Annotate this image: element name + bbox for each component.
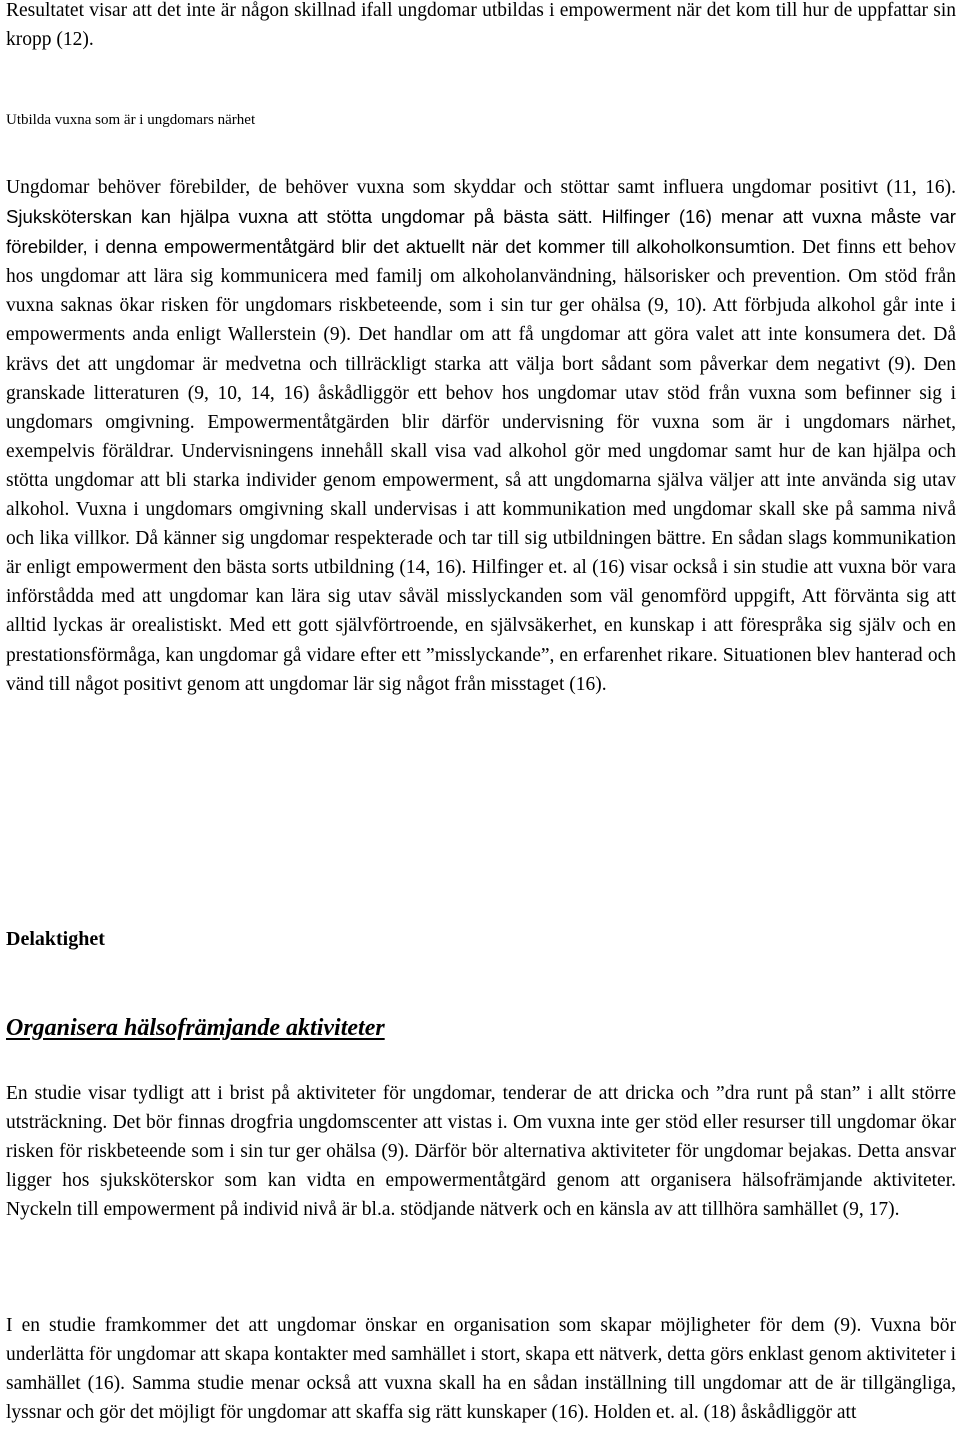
- paragraph-adults-part2-sans: Sjuksköterskan kan hjälpa vuxna att stötta ungdomar på bästa sätt. Hilfinger (16) menar att vuxna måste var förebilder, i denna empowermentåtgärd blir det aktuellt när det kommer till alkoholkonsumtion.: [6, 206, 956, 258]
- subheading-adults: Utbilda vuxna som är i ungdomars närhet: [6, 112, 256, 128]
- paragraph-intro: Resultatet visar att det inte är någon skillnad ifall ungdomar utbildas i empowerment när det kom till hur de uppfattar sin kropp (12).: [6, 0, 956, 51]
- paragraph-activities: En studie visar tydligt att i brist på aktiviteter för ungdomar, tenderar de att dricka och ”dra runt på stan” i allt större utsträckning. Det bör finnas drogfria ungdomscenter att vistas i. Om vuxna inte ger stöd eller resurser till ungdomar ökar risken för riskbeteende som i sin tur ger ohälsa (9). Därför bör alternativa aktiviteter för ungdomar bejakas. Detta ansvar ligger hos sjuksköterskor som kan vidta en empowermentåtgärd genom att organisera hälsofrämjande aktiviteter. Nyckeln till empowerment på individ nivå är bl.a. stödjande nätverk och en känsla av att tillhöra samhället (9, 17).: [6, 1083, 956, 1221]
- paragraph-adults: [6, 172, 956, 699]
- paragraph-organisation: I en studie framkommer det att ungdomar önskar en organisation som skapar möjligheter för dem (9). Vuxna bör underlätta för ungdomar att skapa kontakter med samhället i stort, skapa ett nätverk, detta görs enklast genom aktiviteter i samhället (16). Samma studie menar också att vuxna skall ha en sådan inställning till ungdomar att de är tillgängliga, lyssnar och gör det möjligt för ungdomar att skaffa sig rätt kunskaper (16). Holden et. al. (18) åskådliggör att: [6, 1315, 956, 1424]
- heading-participation: Delaktighet: [6, 928, 105, 950]
- heading-health-activities: Organisera hälsofrämjande aktiviteter: [6, 1015, 385, 1041]
- paragraph-adults-part1: Ungdomar behöver förebilder, de behöver vuxna som skyddar och stöttar samt influera ungdomar positivt (11, 16).: [6, 177, 956, 198]
- paragraph-adults-part3: Det finns ett behov hos ungdomar att lära sig kommunicera med familj om alkoholanvändning, hälsorisker och prevention. Om stöd från vuxna saknas ökar risken för ungdomars riskbeteende, som i sin tur ger ohälsa (9, 10). Att förbjuda alkohol går inte i empowerments anda enligt Wallerstein (9). Det handlar om att få ungdomar att göra valet att inte konsumera det. Då krävs det att ungdomar är medvetna och tillräckligt starka att välja bort sådant som påverkar dem negativt (9). Den granskade litteraturen (9, 10, 14, 16) åskådliggör ett behov hos ungdomar utav stöd från vuxna som befinner sig i ungdomars omgivning. Empowermentåtgärden blir därför undervisning för vuxna som är i ungdomars närhet, exempelvis föräldrar. Undervisningens innehåll skall visa vad alkohol gör med ungdomar samt hur de kan hjälpa och stötta ungdomar att bli starka individer genom empowerment, så att ungdomarna själva väljer att inte använda sig utav alkohol. Vuxna i ungdomars omgivning skall undervisas i att kommunikation med ungdomar skall ske på samma nivå och lika villkor. Då känner sig ungdomar respekterade och tar till sig utbildningen bättre. En sådan slags kommunikation är enligt empowerment den bästa sorts utbildning (14, 16). Hilfinger et. al (16) visar också i sin studie att vuxna bör vara införstådda med att ungdomar kan lära sig utav såväl misslyckanden som väl genomförd uppgift, Att förvänta sig att alltid lyckas är orealistiskt. Med ett gott självförtroende, en självsäkerhet, en kunskap i att förespråka sig själv och en prestationsförmåga, kan ungdomar gå vidare efter ett ”misslyckande”, en erfarenhet rikare. Situationen blev hanterad och vänd till något positivt genom att ungdomar lär sig något från misstaget (16).: [6, 237, 956, 695]
